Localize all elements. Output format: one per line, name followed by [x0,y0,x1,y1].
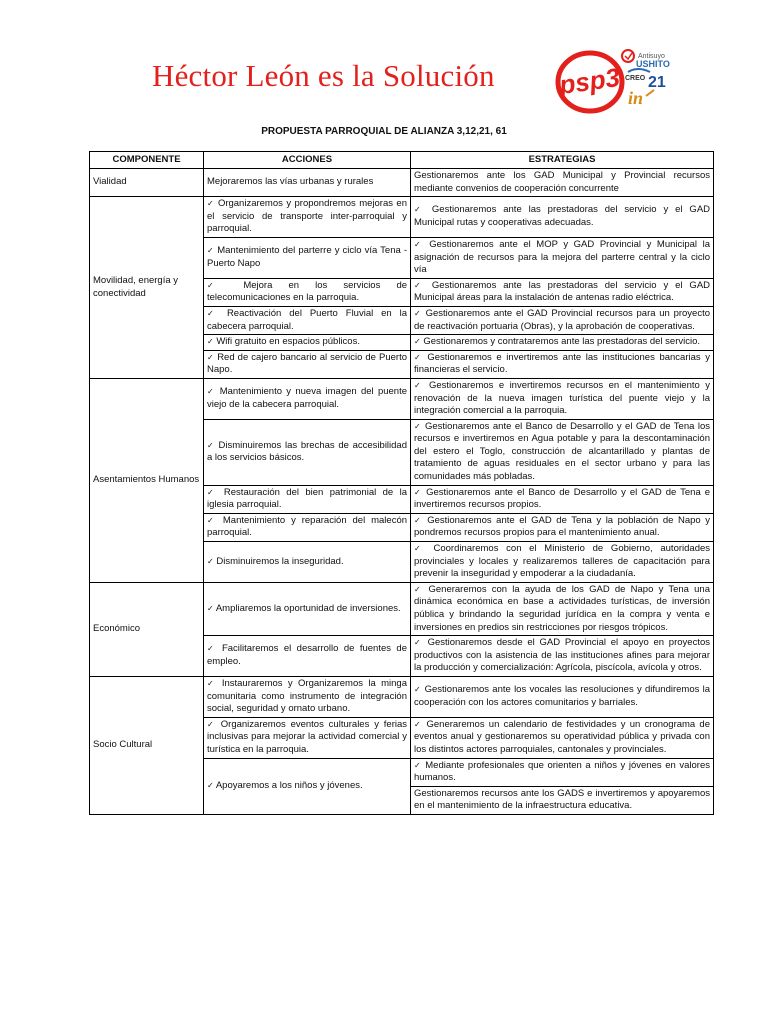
action-text: Organizaremos eventos culturales y ferias inclusivas para mejorar la actividad comercial y turística en la parroquia. [207,718,408,755]
strategy-text: Gestionaremos desde el GAD Provincial el apoyo en proyectos productivos con la asistencia de las instituciones afines para mejorar la producción y comercialización: Agrícola, piscícola, avícola y otros. [414,637,710,674]
strategy-cell [411,717,714,758]
antisuyo-text: Antisuyo [638,53,665,60]
strategy-cell [411,335,714,351]
action-text: Mejora en los servicios de telecomunicaciones en la parroquia. [207,279,408,304]
action-cell [204,306,411,334]
checkmark-icon: ✓ [207,515,217,525]
checkmark-icon: ✓ [414,280,425,290]
action-cell [204,513,411,541]
action-text: Disminuiremos las brechas de accesibilidad a los servicios básicos. [207,439,407,464]
checkmark-icon: ✓ [414,685,422,695]
checkmark-icon: ✓ [207,440,215,450]
table-row [90,378,714,419]
strategy-text: Gestionaremos e invertiremos ante las instituciones bancarias y financieras el servicio. [414,351,711,376]
table-row [90,169,714,197]
checkmark-icon: ✓ [414,544,426,554]
checkmark-icon: ✓ [207,678,217,688]
action-cell [204,378,411,419]
table-row [90,676,714,717]
action-text: Facilitaremos el desarrollo de fuentes de empleo. [207,643,407,668]
action-cell [204,717,411,758]
action-text: Wifi gratuito en espacios públicos. [216,336,360,348]
checkmark-icon: ✓ [207,719,216,729]
in-text: in [628,88,644,108]
psp3-text: psp3 [557,61,622,101]
strategy-text: Gestionaremos ante el MOP y GAD Provincial y Municipal la asignación de recursos para la mejora del parterre central y la ciclo vía [414,238,711,276]
strategy-cell [411,542,714,583]
checkmark-icon: ✓ [207,352,215,362]
action-text: Apoyaremos a los niños y jóvenes. [215,779,363,791]
component-cell: Asentamientos Humanos [90,378,204,582]
strategy-cell [411,758,714,786]
action-cell [204,676,411,717]
strategy-cell [411,636,714,677]
table-body [90,169,714,815]
strategy-cell [411,582,714,635]
strategy-cell [411,169,714,197]
strategy-text: Generaremos con la ayuda de los GAD de Napo y Tena una dinámica económica en base a actividades turísticas, de inversión pública y brindando la seguridad jurídica en la compra y venta e inversiones en predios sin restricciones por riesgos trópicos. [414,583,710,633]
action-cell [204,485,411,513]
checkmark-icon: ✓ [414,421,422,431]
action-text: Mantenimiento del parterre y ciclo vía Tena - Puerto Napo [207,245,408,269]
strategy-text: Gestionaremos ante el GAD Provincial recursos para un proyecto de reactivación portuaria (Obras), y la aprobación de cooperativas. [414,307,711,332]
table-row [90,582,714,635]
list-21-text: 21 [648,74,666,91]
strategy-text: Gestionaremos recursos ante los GADS e invertiremos y apoyaremos en el mantenimiento de la infraestructura educativa. [414,787,710,812]
checkmark-icon: ✓ [414,760,422,770]
strategy-text: Gestionaremos ante las prestadoras del servicio y el GAD Municipal áreas para la instalación de antenas radio eléctrica. [414,279,711,304]
action-text: Disminuiremos la inseguridad. [216,555,344,567]
strategy-text: Gestionaremos ante el Banco de Desarrollo y el GAD de Tena los recursos e invertiremos en Agua potable y para la descontaminación del estero el Toglo, construcción de alcantarillado y plantas de tratamiento de aguas residuales en el sector urbano y para las comunidades más pobladas. [414,420,711,483]
action-text: Restauración del bien patrimonial de la iglesia parroquial. [207,486,408,511]
strategy-cell [411,786,714,814]
strategy-text: Mediante profesionales que orienten a niños y jóvenes en valores humanos. [414,759,710,784]
action-cell [204,350,411,378]
action-text: Mejoraremos las vías urbanas y rurales [207,176,374,188]
action-cell [204,278,411,306]
party-logos [548,44,738,124]
psp3-logo [556,53,622,111]
strategy-text: Generaremos un calendario de festividades y un cronograma de eventos anual y gestionaremos su operatividad pública y privada con los distintos actores parroquiales, cantonales y provinciales. [414,718,710,755]
checkmark-icon: ✓ [414,584,424,594]
checkmark-icon: ✓ [207,199,215,209]
checkmark-icon: ✓ [414,352,423,362]
action-text: Red de cajero bancario al servicio de Puerto Napo. [207,351,408,376]
strategy-text: Gestionaremos ante los GAD Municipal y Provincial recursos mediante convenios de cooperación concurrente [414,170,710,194]
strategy-cell [411,278,714,306]
checkmark-icon: ✓ [207,387,216,397]
checkmark-icon: ✓ [414,380,424,390]
header-estrategias: ESTRATEGIAS [411,152,714,169]
action-cell [204,169,411,197]
checkmark-icon: ✓ [207,280,228,290]
strategy-text: Coordinaremos con el Ministerio de Gobierno, autoridades provinciales y locales y realizaremos talleres de capacitación para prevenir la inseguridad y empoderar a la ciudadanía. [414,543,711,580]
checkmark-icon: ✓ [414,337,421,347]
strategy-cell [411,513,714,541]
checkmark-icon: ✓ [207,308,219,318]
strategy-text: Gestionaremos ante el Banco de Desarrollo y el GAD de Tena e invertiremos recursos propios. [414,486,711,511]
checkmark-icon: ✓ [414,308,422,318]
creo-text: CREO [625,75,646,82]
strategy-cell [411,350,714,378]
checkmark-icon: ✓ [414,719,423,729]
checkmark-icon: ✓ [414,205,425,215]
action-text: Instauraremos y Organizaremos la minga comunitaria como instrumento de integración social, seguridad y ornato urbano. [207,677,407,715]
document-subtitle: PROPUESTA PARROQUIAL DE ALIANZA 3,12,21, 61 [261,126,507,137]
component-cell: Económico [90,582,204,676]
strategy-cell [411,197,714,238]
checkmark-icon: ✓ [414,638,423,648]
page-title: Héctor León es la Solución [152,58,495,93]
action-cell [204,636,411,677]
action-text: Mantenimiento y nueva imagen del puente viejo de la cabecera parroquial. [207,386,408,410]
alliance-badges [622,50,670,108]
strategy-text: Gestionaremos y contrataremos ante las prestadoras del servicio. [423,336,701,348]
action-text: Organizaremos y propondremos mejoras en el servicio de transporte inter-parroquial y parroquial. [207,198,407,235]
strategy-text: Gestionaremos ante las prestadoras del servicio y el GAD Municipal rutas y cooperativas adecuadas. [414,204,711,229]
header-acciones: ACCIONES [204,152,411,169]
action-cell [204,335,411,351]
header-componente: COMPONENTE [90,152,204,169]
table-header-row [90,152,714,169]
checkmark-icon: ✓ [414,239,424,249]
strategy-text: Gestionaremos ante los vocales las resoluciones y difundiremos la cooperación con los actores comunitarios y barriales. [414,684,711,708]
component-cell: Movilidad, energía y conectividad [90,197,204,379]
action-cell [204,419,411,485]
action-cell [204,758,411,814]
action-cell [204,237,411,278]
component-cell: Socio Cultural [90,676,204,814]
table-row [90,197,714,238]
action-cell [204,542,411,583]
strategy-cell [411,676,714,717]
action-cell [204,197,411,238]
checkmark-icon: ✓ [207,556,214,566]
action-text: Ampliaremos la oportunidad de inversiones. [215,602,401,614]
strategy-text: Gestionaremos ante el GAD de Tena y la población de Napo y pondremos recursos propios para el mantenimiento anual. [414,514,711,539]
action-cell [204,582,411,635]
strategy-cell [411,237,714,278]
checkmark-icon: ✓ [207,487,218,497]
checkmark-icon: ✓ [207,246,215,256]
strategy-cell [411,306,714,334]
checkmark-icon: ✓ [207,644,217,654]
checkmark-icon: ✓ [414,487,423,497]
component-cell: Vialidad [90,169,204,197]
checkmark-icon: ✓ [414,515,423,525]
action-text: Mantenimiento y reparación del malecón parroquial. [207,514,408,539]
strategy-cell [411,485,714,513]
checkmark-icon: ✓ [207,337,214,347]
ushito-text: USHITO [636,59,670,69]
checkmark-icon: ✓ [207,780,214,790]
strategy-text: Gestionaremos e invertiremos recursos en el mantenimiento y renovación de la nueva imagen turística del puente viejo y la integración comercial a la parroquia. [414,379,710,417]
action-text: Reactivación del Puerto Fluvial en la cabecera parroquial. [207,307,408,332]
proposal-table [89,151,714,815]
strategy-cell [411,419,714,485]
checkmark-icon: ✓ [207,603,214,613]
strategy-cell [411,378,714,419]
